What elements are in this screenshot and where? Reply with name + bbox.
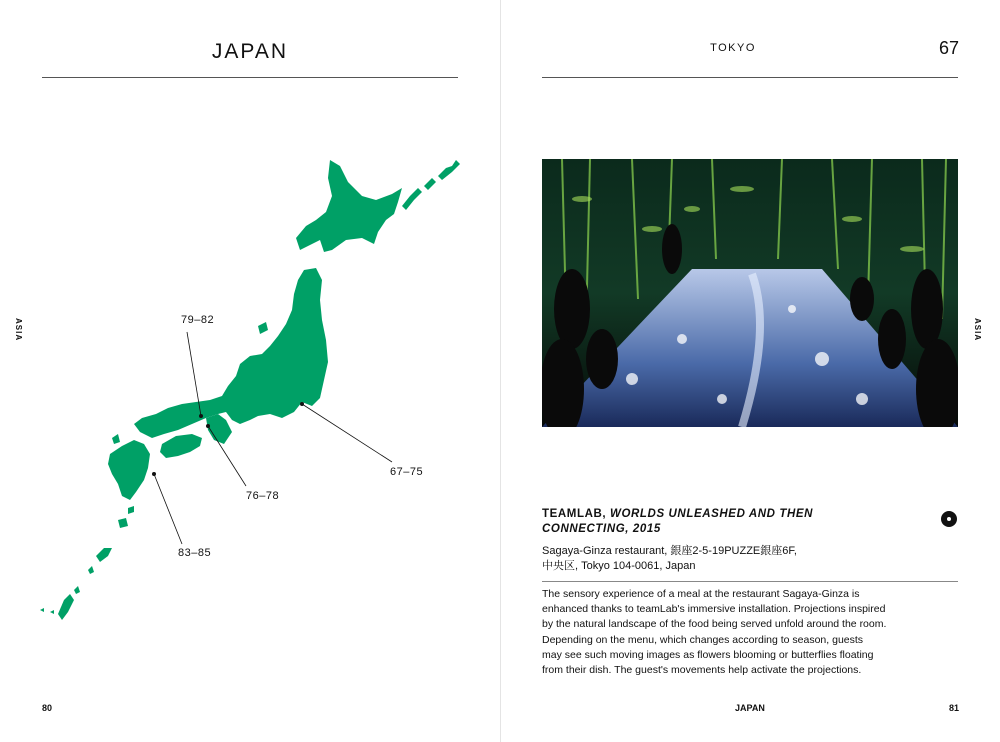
location-dot-icon <box>941 511 957 527</box>
entry-description <box>542 587 960 678</box>
map-land <box>40 160 460 620</box>
map-label-76-78: 76–78 <box>246 490 280 502</box>
entry-work-title: WORLDS UNLEASHED AND THEN CONNECTING, 2015 <box>542 508 814 535</box>
description-line: from their dish. The guest's movements help activate the projections. <box>542 664 862 677</box>
map-label-67-75: 67–75 <box>390 466 424 478</box>
hokkaido <box>296 160 402 252</box>
address-line: 中央区, Tokyo 104-0061, Japan <box>542 560 696 572</box>
description-line: by the natural landscape of the food being served unfold around the room. <box>542 618 887 631</box>
description-line: enhanced thanks to teamLab's immersive installation. Projections inspired <box>542 603 886 616</box>
entry-address <box>542 544 842 574</box>
map-label-83-85: 83–85 <box>178 547 212 559</box>
entry-artist: TEAMLAB, <box>542 508 611 520</box>
description-line: The sensory experience of a meal at the restaurant Sagaya-Ginza is <box>542 588 860 600</box>
installation-photo <box>542 159 958 427</box>
address-line: Sagaya-Ginza restaurant, 銀座2-5-19PUZZE銀座6F, <box>542 545 797 557</box>
description-line: Depending on the menu, which changes according to season, guests <box>542 633 864 646</box>
description-line: may see such moving images as flowers blooming or butterflies floating <box>542 648 874 661</box>
kyushu <box>108 440 150 500</box>
running-head: TOKYO <box>710 42 756 54</box>
page-number-left: 80 <box>42 703 53 713</box>
page-title: JAPAN <box>211 40 289 63</box>
entry-rule <box>542 581 958 582</box>
side-label: ASIA <box>973 318 982 342</box>
side-label: ASIA <box>14 318 23 342</box>
entry-title <box>542 507 862 537</box>
running-foot: JAPAN <box>735 703 765 713</box>
right-page <box>501 0 1000 742</box>
honshu <box>134 268 328 438</box>
header-rule <box>542 77 958 78</box>
entry-number: 67 <box>938 38 959 58</box>
page-number-right: 81 <box>948 703 959 713</box>
map-label-79-82: 79–82 <box>181 314 215 326</box>
shikoku <box>160 434 202 458</box>
